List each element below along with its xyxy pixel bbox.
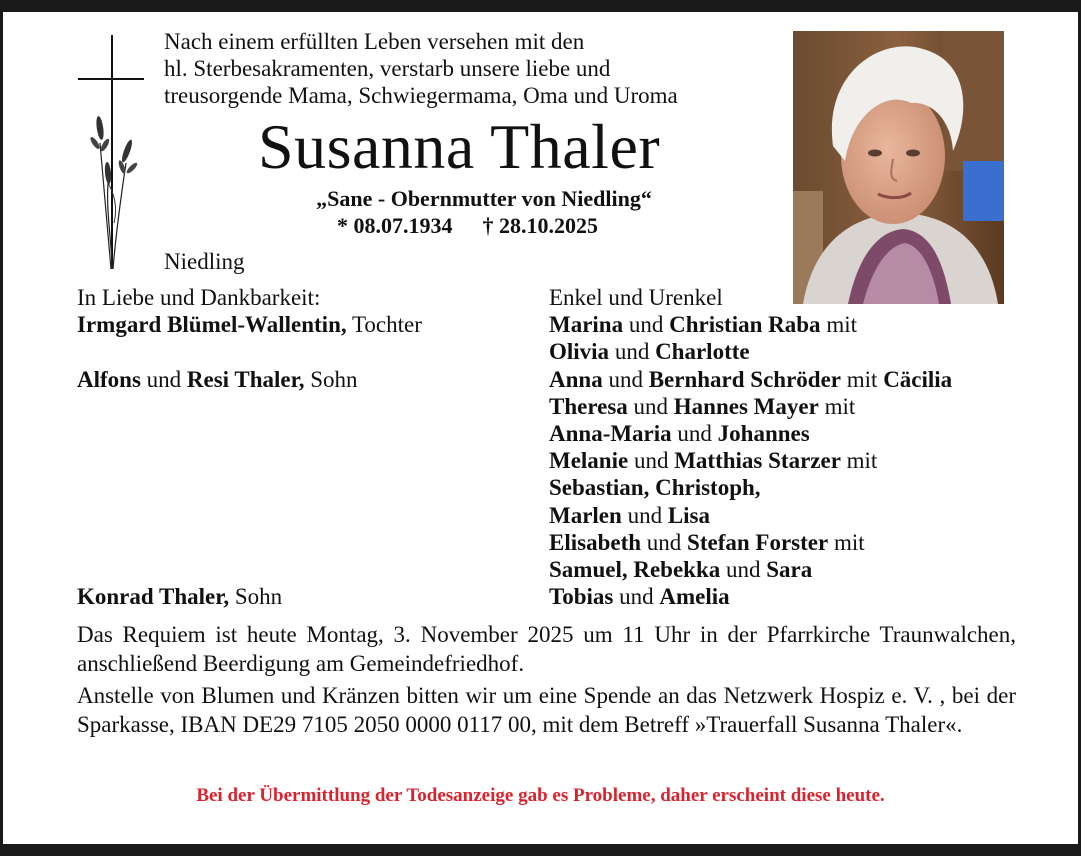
family-entry: Marina und Christian Raba mit <box>549 312 857 338</box>
requiem-paragraph: Das Requiem ist heute Montag, 3. November 2025 um 11 Uhr in der Pfarrkirche Traunwalchen, anschließend Beerdigung am Gemeindefriedhof. <box>77 622 1016 676</box>
donation-paragraph: Anstelle von Blumen und Kränzen bitten wir um eine Spende an das Netzwerk Hospiz e. V. , bei der Sparkasse, IBAN DE29 7105 2050 0000 0117 00, mit dem Betreff »Trauerfall Susanna Thaler«. <box>77 683 1016 737</box>
intro-line: treusorgende Mama, Schwiegermama, Oma und Uroma <box>164 83 678 108</box>
family-entry: Elisabeth und Stefan Forster mit <box>549 529 865 555</box>
death-date: † 28.10.2025 <box>482 213 598 238</box>
intro-line: hl. Sterbesakramenten, verstarb unsere liebe und <box>164 56 611 81</box>
family-entry: Irmgard Blümel-Wallentin, Tochter <box>77 312 422 338</box>
deceased-nickname: „Sane - Obernmutter von Niedling“ <box>316 186 652 211</box>
family-entry: Theresa und Hannes Mayer mit <box>549 393 856 419</box>
intro-text <box>164 28 678 109</box>
family-entry: Samuel, Rebekka und Sara <box>549 556 813 582</box>
place-name: Niedling <box>164 249 245 274</box>
family-entry: Marlen und Lisa <box>549 502 710 528</box>
publication-notice: Bei der Übermittlung der Todesanzeige gab es Probleme, daher erscheint diese heute. <box>196 785 885 806</box>
family-heading: In Liebe und Dankbarkeit: <box>77 285 321 310</box>
intro-line: Nach einem erfüllten Leben versehen mit den <box>164 29 585 54</box>
portrait-photo <box>793 31 1004 304</box>
birth-date: * 08.07.1934 <box>337 213 453 238</box>
family-left-column <box>77 284 422 610</box>
family-entry: Melanie und Matthias Starzer mit <box>549 448 878 474</box>
family-entry: Anna und Bernhard Schröder mit Cäcilia <box>549 366 953 392</box>
family-heading: Enkel und Urenkel <box>549 285 723 310</box>
deceased-name: Susanna Thaler <box>258 111 661 182</box>
family-entry: Anna-Maria und Johannes <box>549 420 810 446</box>
family-right-column <box>549 284 952 610</box>
family-entry: Sebastian, Christoph, <box>549 475 761 501</box>
life-dates <box>337 213 598 239</box>
cross-with-wheat-icon <box>78 33 148 273</box>
family-entry: Tobias und Amelia <box>549 584 730 610</box>
family-entry: Olivia und Charlotte <box>549 339 750 365</box>
family-entry: Konrad Thaler, Sohn <box>77 584 283 610</box>
family-entry: Alfons und Resi Thaler, Sohn <box>77 366 358 392</box>
